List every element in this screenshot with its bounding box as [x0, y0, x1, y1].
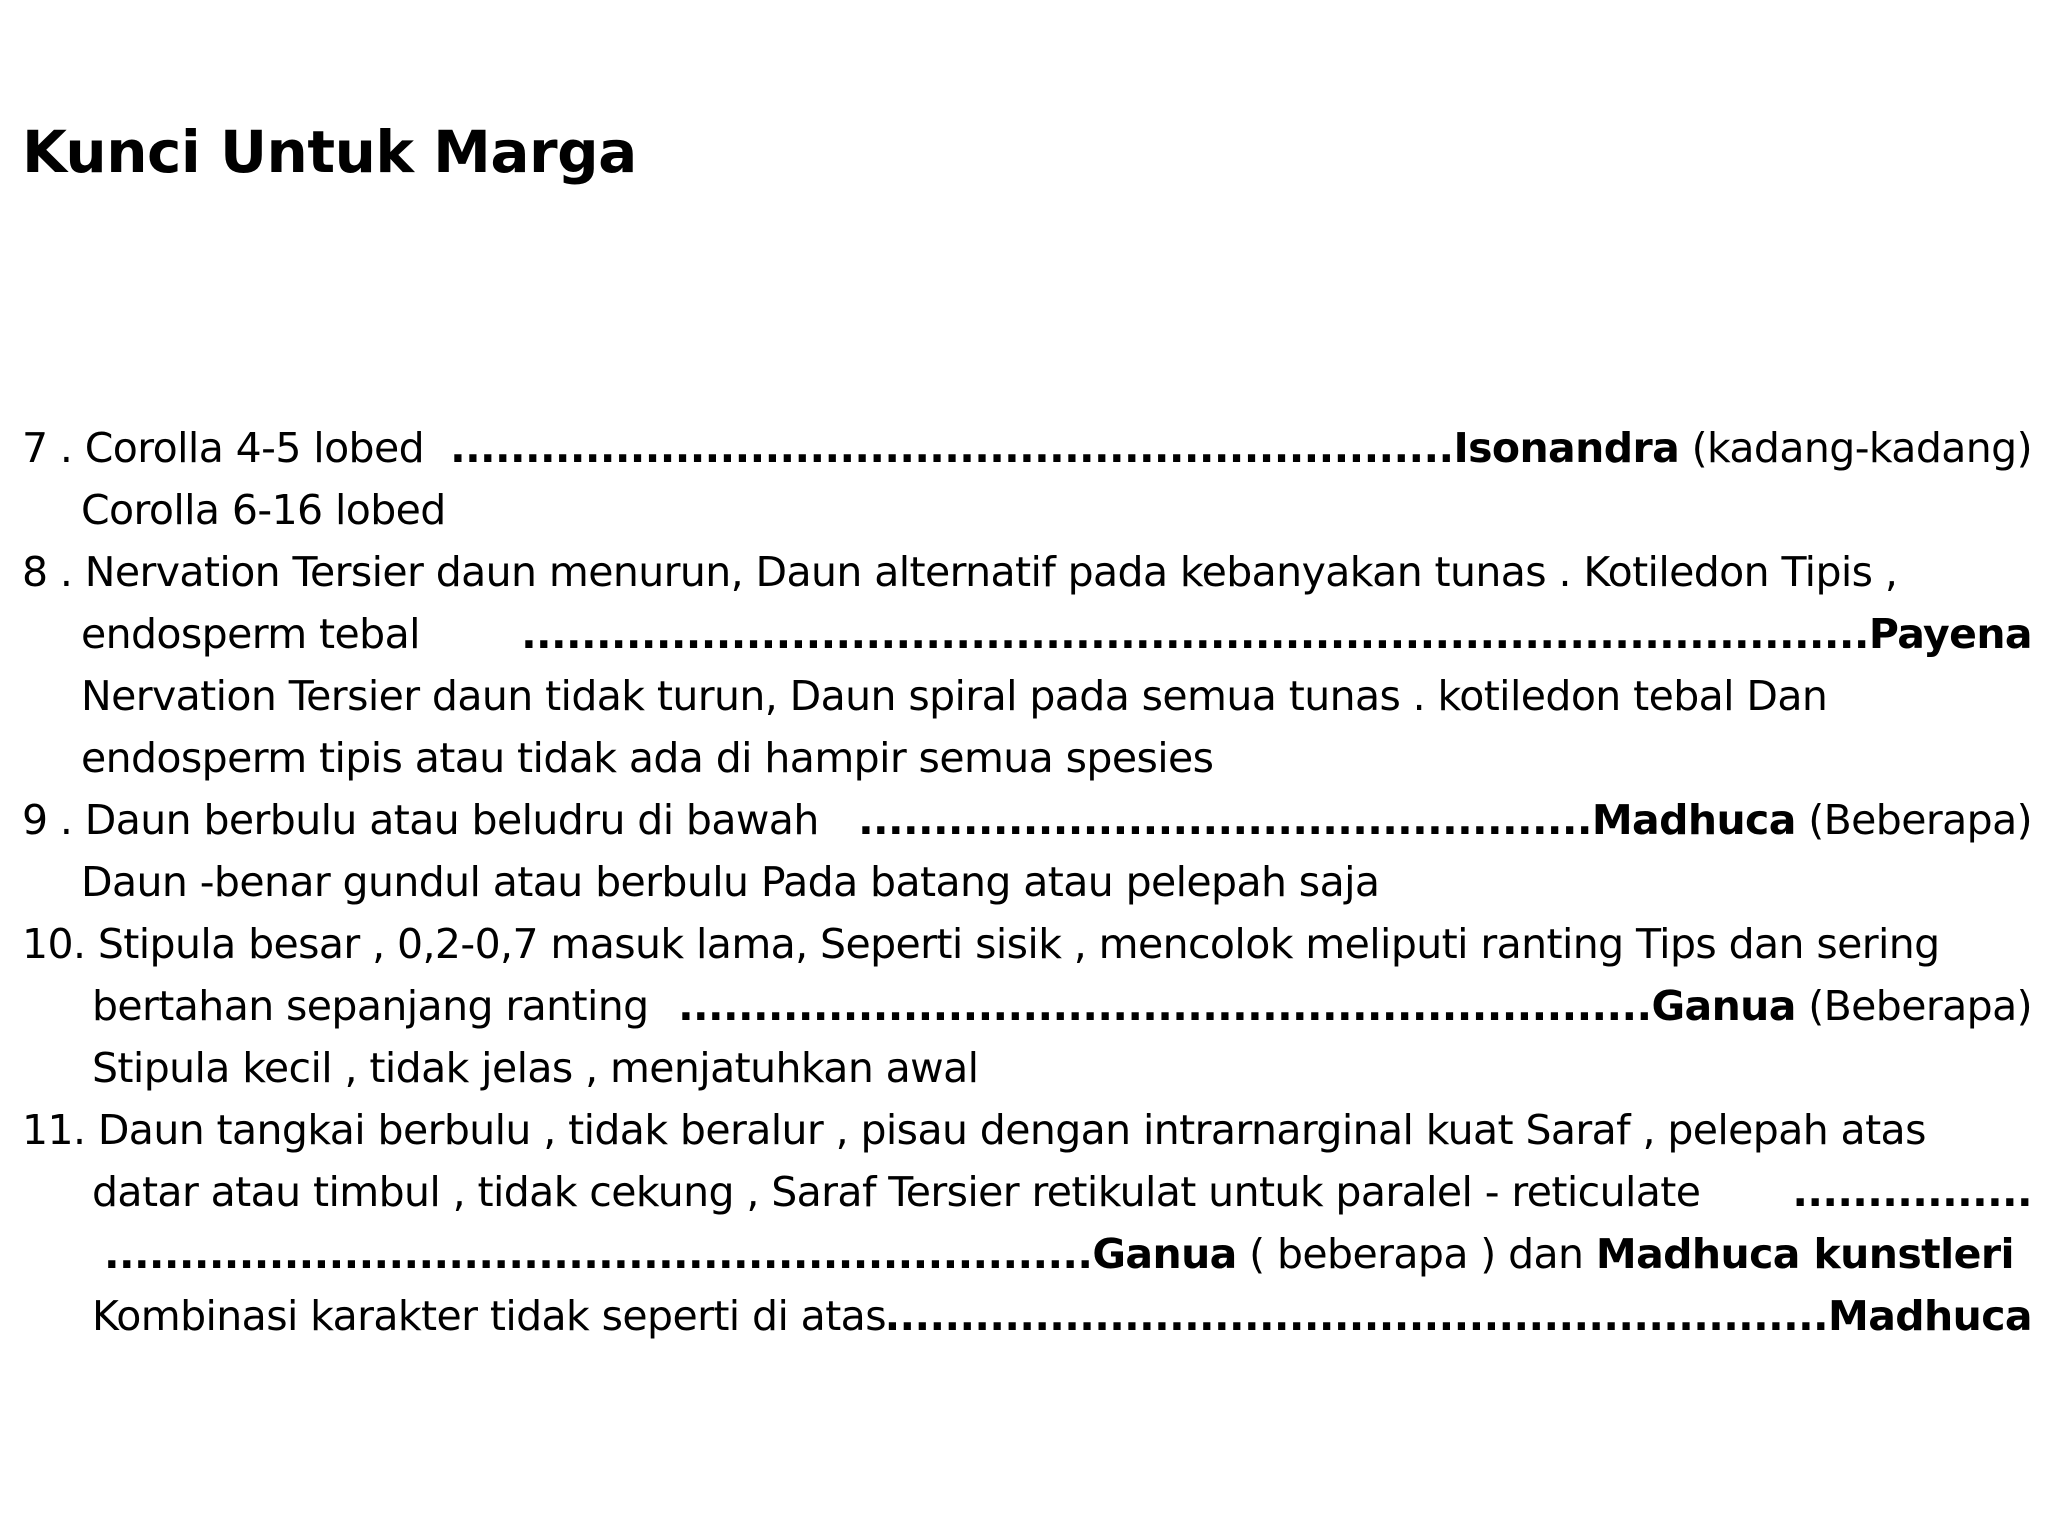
couplet-8b-line1: Nervation Tersier daun tidak turun, Daun spiral pada semua tunas . kotiledon tebal Dan: [81, 672, 1828, 720]
couplet-9a-text: 9 . Daun berbulu atau beludru di bawah: [22, 796, 819, 844]
couplet-11-lead-a-line1: [22, 1099, 2032, 1161]
couplet-9a-note: (Beberapa): [1795, 796, 2032, 844]
genus-madhuca: Madhuca: [1591, 796, 1796, 844]
couplet-10-lead-a-line1: [22, 913, 2032, 975]
couplet-7a-text: 7 . Corolla 4-5 lobed: [22, 424, 425, 472]
couplet-11b-dots: ...............................................................: [884, 1292, 1829, 1340]
couplet-9a-dots: .................................................: [858, 796, 1592, 844]
genus-isonandra: Isonandra: [1453, 424, 1680, 472]
slide-title: Kunci Untuk Marga: [22, 118, 637, 186]
couplet-10-lead-b: [22, 1037, 2032, 1099]
couplet-8a-dots: ..........................................................................................: [521, 610, 1869, 658]
couplet-10a-line2: bertahan sepanjang ranting: [92, 982, 649, 1030]
genus-ganua-2: Ganua: [1092, 1230, 1237, 1278]
couplet-8-lead-a-line1: [22, 541, 2032, 603]
couplet-7-lead-b: [22, 479, 2032, 541]
couplet-10a-note: (Beberapa): [1795, 982, 2032, 1030]
species-madhuca-kunstleri: Madhuca kunstleri: [1595, 1230, 2014, 1278]
couplet-9b-text: Daun -benar gundul atau berbulu Pada batang atau pelepah saja: [81, 858, 1380, 906]
couplet-11a-line3-dots: ..................................................................: [104, 1230, 1093, 1278]
genus-madhuca-2: Madhuca: [1828, 1292, 2032, 1340]
couplet-7a-dots: ...................................................................: [450, 424, 1454, 472]
couplet-11b-text: Kombinasi karakter tidak seperti di atas: [92, 1292, 886, 1340]
couplet-9-lead-b: [22, 851, 2032, 913]
couplet-10a-line1: 10. Stipula besar , 0,2-0,7 masuk lama, Seperti sisik , mencolok meliputi ranting Tips dan sering: [22, 920, 1940, 968]
couplet-8-lead-b-line2: [22, 727, 2032, 789]
couplet-11a-line1: 11. Daun tangkai berbulu , tidak beralur , pisau dengan intrarnarginal kuat Saraf , pelepah atas: [22, 1106, 1926, 1154]
couplet-8a-line1: 8 . Nervation Tersier daun menurun, Daun alternatif pada kebanyakan tunas . Kotiledon Tipis ,: [22, 548, 1898, 596]
couplet-7a-note: (kadang-kadang): [1679, 424, 2032, 472]
couplet-7b-text: Corolla 6-16 lobed: [81, 486, 446, 534]
couplet-11a-line2-dots: ................: [1792, 1168, 2032, 1216]
couplet-10b-text: Stipula kecil , tidak jelas , menjatuhkan awal: [92, 1044, 979, 1092]
couplet-8-lead-b-line1: [22, 665, 2032, 727]
couplet-7-lead-a: [22, 417, 2032, 479]
couplet-9-lead-a: [22, 789, 2032, 851]
couplet-11a-line2: datar atau timbul , tidak cekung , Saraf Tersier retikulat untuk paralel - reticulate: [92, 1168, 1701, 1216]
couplet-8-lead-a-line2: [22, 603, 2032, 665]
couplet-10-lead-a-line2: [22, 975, 2032, 1037]
couplet-11-lead-a-line2: [22, 1161, 2032, 1223]
couplet-10a-dots: .................................................................: [678, 982, 1652, 1030]
couplet-11-lead-a-line3: [22, 1223, 2032, 1285]
identification-key: [22, 417, 2032, 1347]
genus-payena: Payena: [1868, 610, 2032, 658]
couplet-8b-line2: endosperm tipis atau tidak ada di hampir semua spesies: [81, 734, 1214, 782]
genus-ganua: Ganua: [1651, 982, 1796, 1030]
couplet-11-lead-b: [22, 1285, 2032, 1347]
couplet-11a-mid: ( beberapa ) dan: [1236, 1230, 1596, 1278]
couplet-8a-line2: endosperm tebal: [81, 610, 420, 658]
